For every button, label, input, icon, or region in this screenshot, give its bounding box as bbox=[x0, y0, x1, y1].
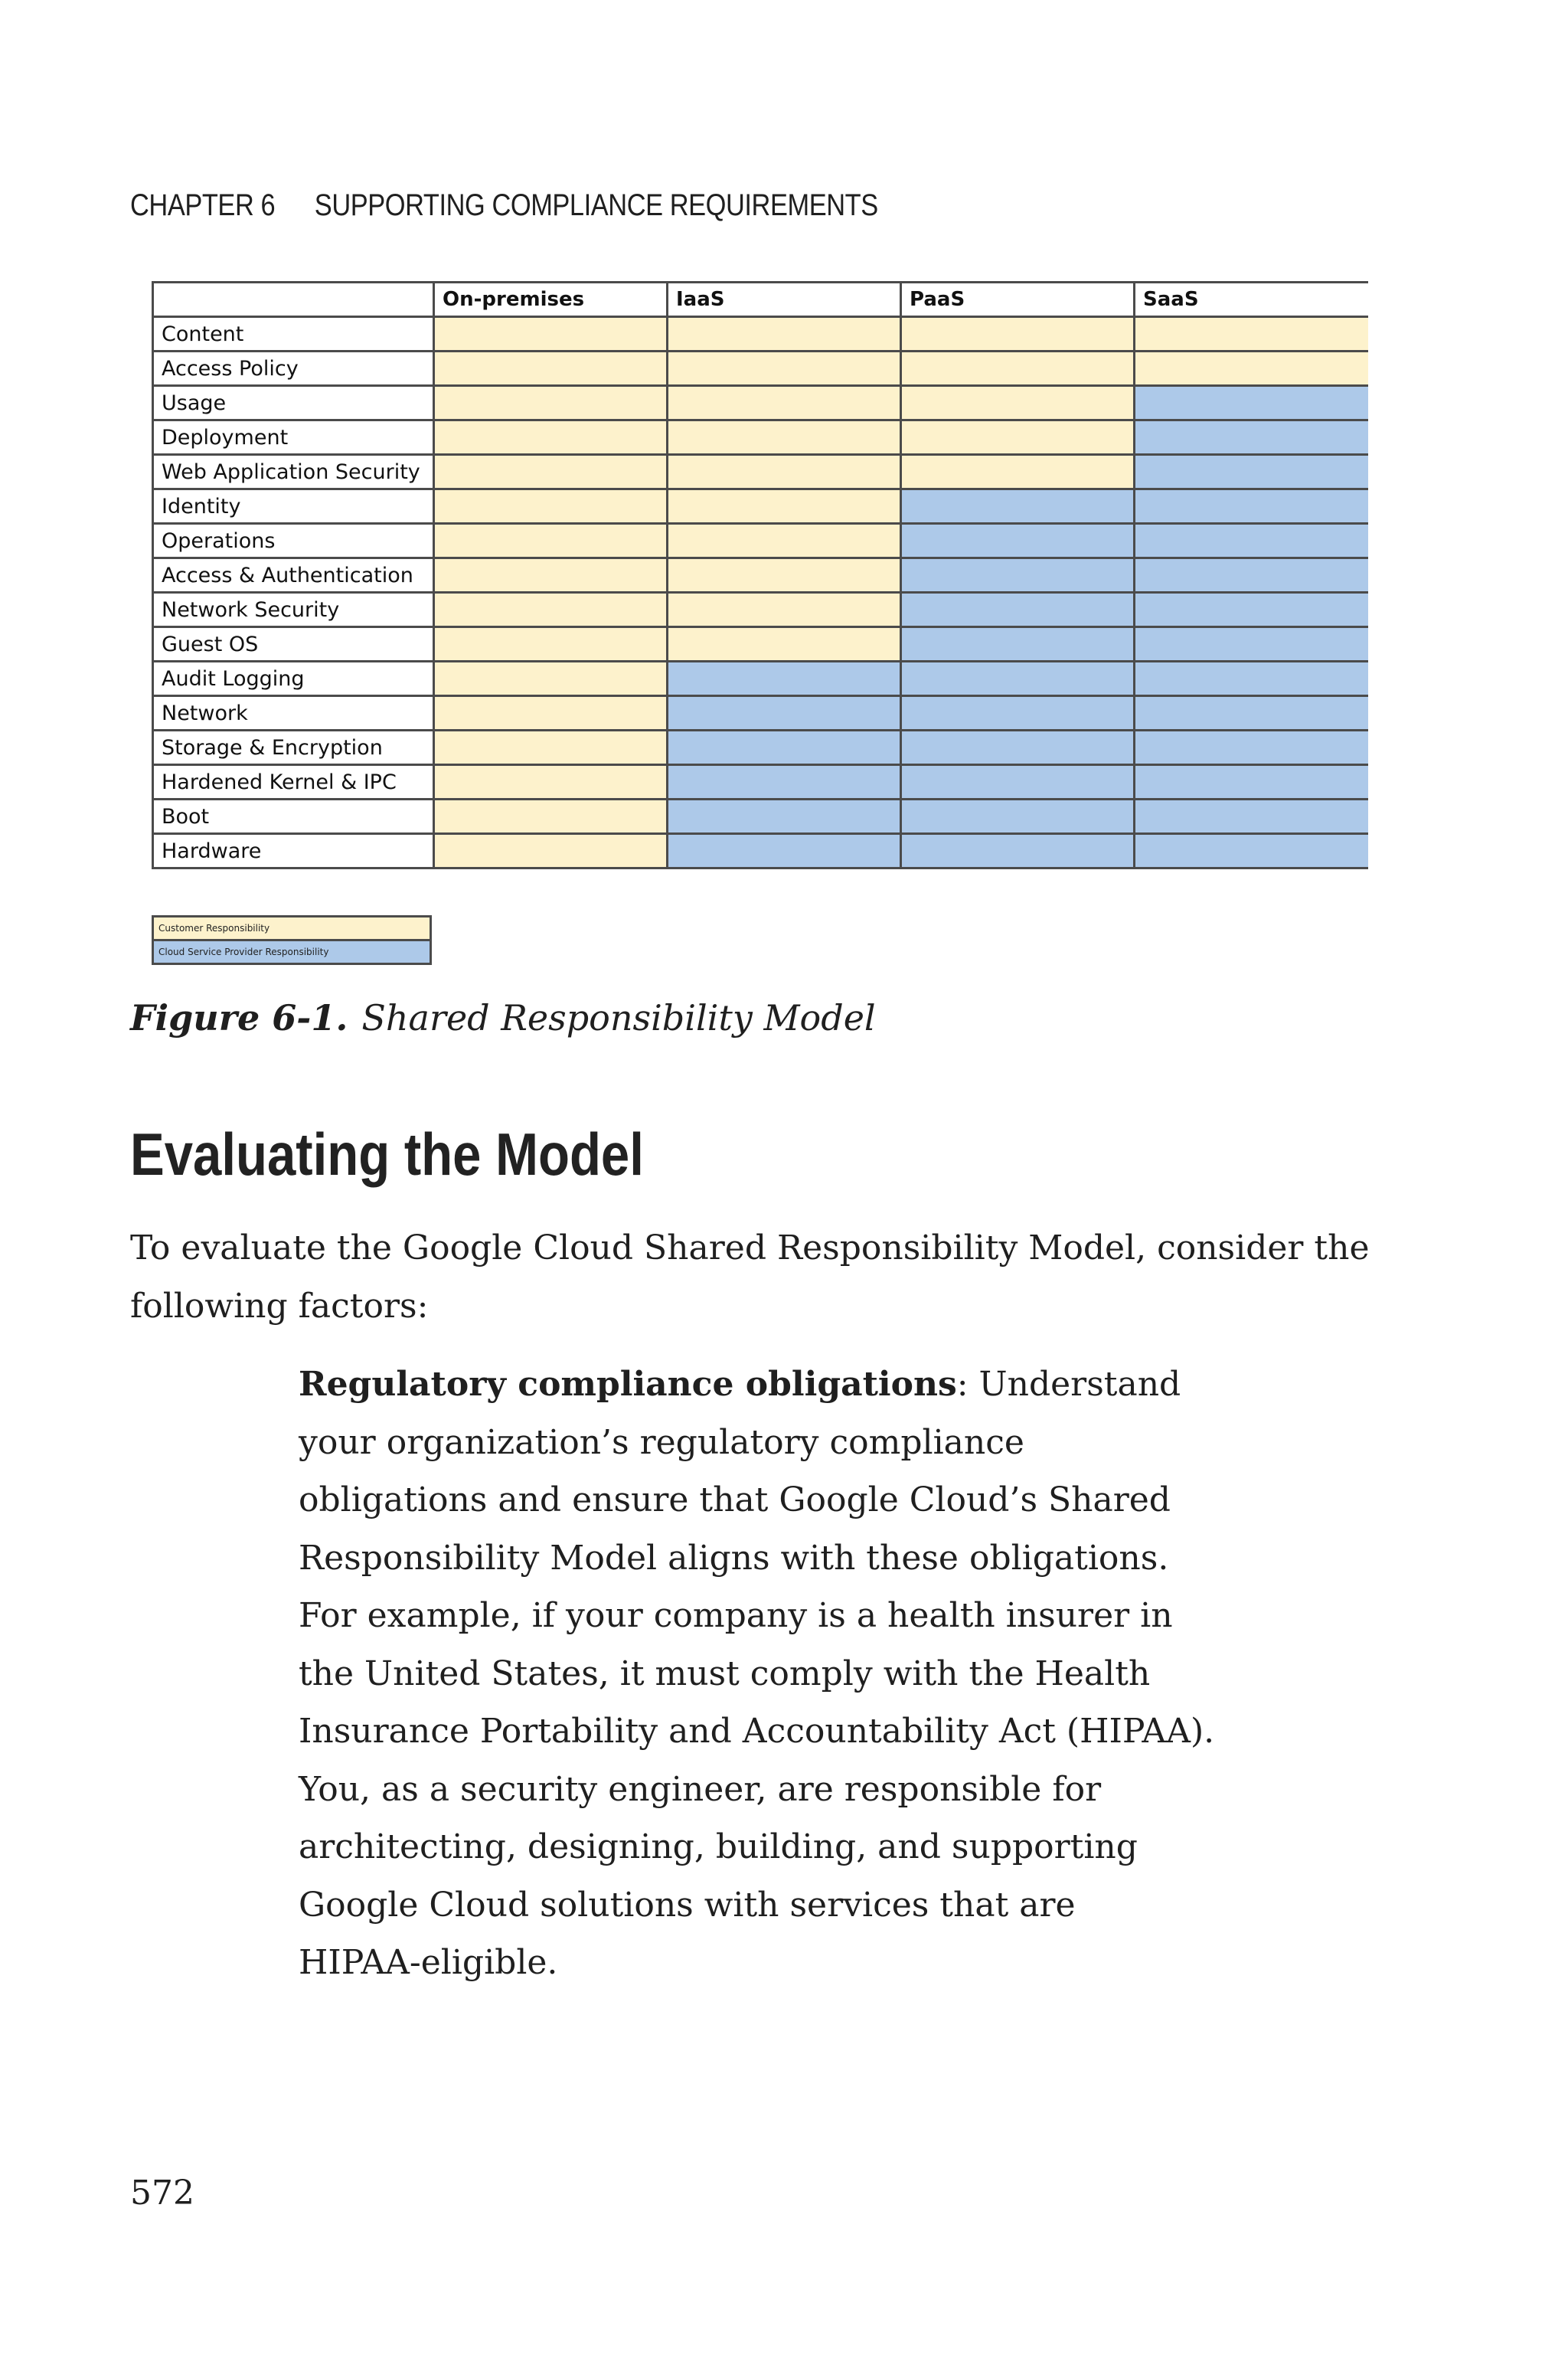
row-label: Deployment bbox=[153, 420, 434, 455]
shared-responsibility-table bbox=[152, 281, 1368, 869]
customer-responsibility-cell bbox=[668, 352, 901, 386]
provider-responsibility-cell bbox=[1135, 765, 1368, 800]
factor-line: HIPAA-eligible. bbox=[299, 1943, 558, 1982]
table-row bbox=[153, 662, 1368, 696]
customer-responsibility-cell bbox=[434, 696, 668, 731]
customer-responsibility-cell bbox=[434, 386, 668, 420]
customer-responsibility-cell bbox=[668, 489, 901, 524]
provider-responsibility-cell bbox=[1135, 731, 1368, 765]
row-label: Storage & Encryption bbox=[153, 731, 434, 765]
provider-responsibility-cell bbox=[1135, 489, 1368, 524]
customer-responsibility-cell bbox=[1135, 317, 1368, 352]
customer-responsibility-cell bbox=[668, 593, 901, 627]
table-legend bbox=[152, 915, 432, 965]
column-header: PaaS bbox=[901, 283, 1135, 317]
column-header: On-premises bbox=[434, 283, 668, 317]
customer-responsibility-cell bbox=[668, 524, 901, 558]
provider-responsibility-cell bbox=[901, 524, 1135, 558]
factor-paragraph bbox=[299, 1356, 1217, 1992]
factor-first-line bbox=[299, 1356, 1217, 1414]
column-header: IaaS bbox=[668, 283, 901, 317]
customer-responsibility-cell bbox=[668, 420, 901, 455]
row-label: Guest OS bbox=[153, 627, 434, 662]
provider-responsibility-cell bbox=[1135, 455, 1368, 489]
row-label: Usage bbox=[153, 386, 434, 420]
customer-responsibility-cell bbox=[434, 489, 668, 524]
chapter-title: SUPPORTING COMPLIANCE REQUIREMENTS bbox=[314, 188, 878, 222]
table-row bbox=[153, 696, 1368, 731]
row-label: Access Policy bbox=[153, 352, 434, 386]
provider-responsibility-cell bbox=[901, 662, 1135, 696]
customer-responsibility-cell bbox=[1135, 352, 1368, 386]
column-header: SaaS bbox=[1135, 283, 1368, 317]
table-row bbox=[153, 765, 1368, 800]
customer-responsibility-cell bbox=[901, 352, 1135, 386]
factor-line: architecting, designing, building, and supporting bbox=[299, 1827, 1138, 1866]
table-header-row bbox=[153, 283, 1368, 317]
provider-responsibility-cell bbox=[668, 834, 901, 868]
factor-line: your organization’s regulatory compliance bbox=[299, 1422, 1024, 1462]
factor-line: Insurance Portability and Accountability Act (HIPAA). bbox=[299, 1712, 1215, 1751]
provider-responsibility-cell bbox=[668, 731, 901, 765]
row-label: Boot bbox=[153, 800, 434, 834]
provider-responsibility-cell bbox=[1135, 627, 1368, 662]
figure-caption bbox=[130, 997, 876, 1039]
customer-responsibility-cell bbox=[434, 558, 668, 593]
provider-responsibility-cell bbox=[1135, 524, 1368, 558]
factor-first-line-rest: : Understand bbox=[956, 1365, 1181, 1404]
customer-responsibility-cell bbox=[901, 386, 1135, 420]
row-label: Operations bbox=[153, 524, 434, 558]
table-row bbox=[153, 593, 1368, 627]
table-row bbox=[153, 352, 1368, 386]
row-label: Web Application Security bbox=[153, 455, 434, 489]
customer-responsibility-cell bbox=[434, 420, 668, 455]
provider-responsibility-cell bbox=[668, 696, 901, 731]
customer-responsibility-cell bbox=[434, 317, 668, 352]
row-label: Content bbox=[153, 317, 434, 352]
table-row bbox=[153, 834, 1368, 868]
provider-responsibility-cell bbox=[901, 627, 1135, 662]
provider-responsibility-cell bbox=[901, 731, 1135, 765]
table-row bbox=[153, 317, 1368, 352]
row-label: Identity bbox=[153, 489, 434, 524]
customer-responsibility-cell bbox=[434, 834, 668, 868]
table-row bbox=[153, 524, 1368, 558]
figure-title: Shared Responsibility Model bbox=[361, 997, 876, 1039]
row-label: Network Security bbox=[153, 593, 434, 627]
row-label: Access & Authentication bbox=[153, 558, 434, 593]
table-row bbox=[153, 558, 1368, 593]
table-row bbox=[153, 731, 1368, 765]
legend-provider-responsibility: Cloud Service Provider Responsibility bbox=[152, 941, 432, 965]
provider-responsibility-cell bbox=[1135, 593, 1368, 627]
provider-responsibility-cell bbox=[901, 834, 1135, 868]
table-corner-cell bbox=[153, 283, 434, 317]
provider-responsibility-cell bbox=[1135, 386, 1368, 420]
customer-responsibility-cell bbox=[901, 420, 1135, 455]
provider-responsibility-cell bbox=[1135, 800, 1368, 834]
factor-line: Responsibility Model aligns with these obligations. bbox=[299, 1538, 1169, 1578]
customer-responsibility-cell bbox=[434, 662, 668, 696]
table-row bbox=[153, 455, 1368, 489]
customer-responsibility-cell bbox=[434, 352, 668, 386]
table-row bbox=[153, 800, 1368, 834]
chapter-label: CHAPTER 6 bbox=[130, 188, 276, 222]
customer-responsibility-cell bbox=[434, 731, 668, 765]
customer-responsibility-cell bbox=[668, 558, 901, 593]
provider-responsibility-cell bbox=[668, 662, 901, 696]
provider-responsibility-cell bbox=[1135, 834, 1368, 868]
provider-responsibility-cell bbox=[901, 696, 1135, 731]
factor-line: For example, if your company is a health insurer in bbox=[299, 1596, 1173, 1635]
provider-responsibility-cell bbox=[901, 765, 1135, 800]
table-body bbox=[153, 317, 1368, 868]
figure-label: Figure 6-1. bbox=[130, 997, 348, 1039]
table-row bbox=[153, 420, 1368, 455]
page-number: 572 bbox=[130, 2174, 194, 2213]
provider-responsibility-cell bbox=[901, 800, 1135, 834]
provider-responsibility-cell bbox=[1135, 420, 1368, 455]
customer-responsibility-cell bbox=[434, 800, 668, 834]
customer-responsibility-cell bbox=[901, 455, 1135, 489]
provider-responsibility-cell bbox=[1135, 558, 1368, 593]
section-heading: Evaluating the Model bbox=[130, 1120, 644, 1188]
customer-responsibility-cell bbox=[434, 627, 668, 662]
customer-responsibility-cell bbox=[901, 317, 1135, 352]
customer-responsibility-cell bbox=[668, 317, 901, 352]
table-row bbox=[153, 489, 1368, 524]
provider-responsibility-cell bbox=[668, 800, 901, 834]
customer-responsibility-cell bbox=[434, 765, 668, 800]
row-label: Audit Logging bbox=[153, 662, 434, 696]
row-label: Hardware bbox=[153, 834, 434, 868]
running-head bbox=[130, 188, 878, 223]
factor-term: Regulatory compliance obligations bbox=[299, 1365, 957, 1404]
provider-responsibility-cell bbox=[1135, 662, 1368, 696]
row-label: Hardened Kernel & IPC bbox=[153, 765, 434, 800]
intro-paragraph: To evaluate the Google Cloud Shared Responsibility Model, consider the following factors: bbox=[130, 1228, 1370, 1326]
table-row bbox=[153, 627, 1368, 662]
factor-line: Google Cloud solutions with services that are bbox=[299, 1885, 1076, 1925]
customer-responsibility-cell bbox=[668, 386, 901, 420]
row-label: Network bbox=[153, 696, 434, 731]
factor-line: You, as a security engineer, are responsible for bbox=[299, 1769, 1102, 1809]
provider-responsibility-cell bbox=[901, 489, 1135, 524]
provider-responsibility-cell bbox=[901, 558, 1135, 593]
provider-responsibility-cell bbox=[901, 593, 1135, 627]
factor-line: the United States, it must comply with the Health bbox=[299, 1653, 1151, 1693]
customer-responsibility-cell bbox=[434, 455, 668, 489]
customer-responsibility-cell bbox=[434, 524, 668, 558]
legend-customer-responsibility: Customer Responsibility bbox=[152, 915, 432, 941]
customer-responsibility-cell bbox=[434, 593, 668, 627]
customer-responsibility-cell bbox=[668, 627, 901, 662]
factor-line: obligations and ensure that Google Cloud’s Shared bbox=[299, 1480, 1171, 1519]
customer-responsibility-cell bbox=[668, 455, 901, 489]
provider-responsibility-cell bbox=[668, 765, 901, 800]
table-row bbox=[153, 386, 1368, 420]
provider-responsibility-cell bbox=[1135, 696, 1368, 731]
